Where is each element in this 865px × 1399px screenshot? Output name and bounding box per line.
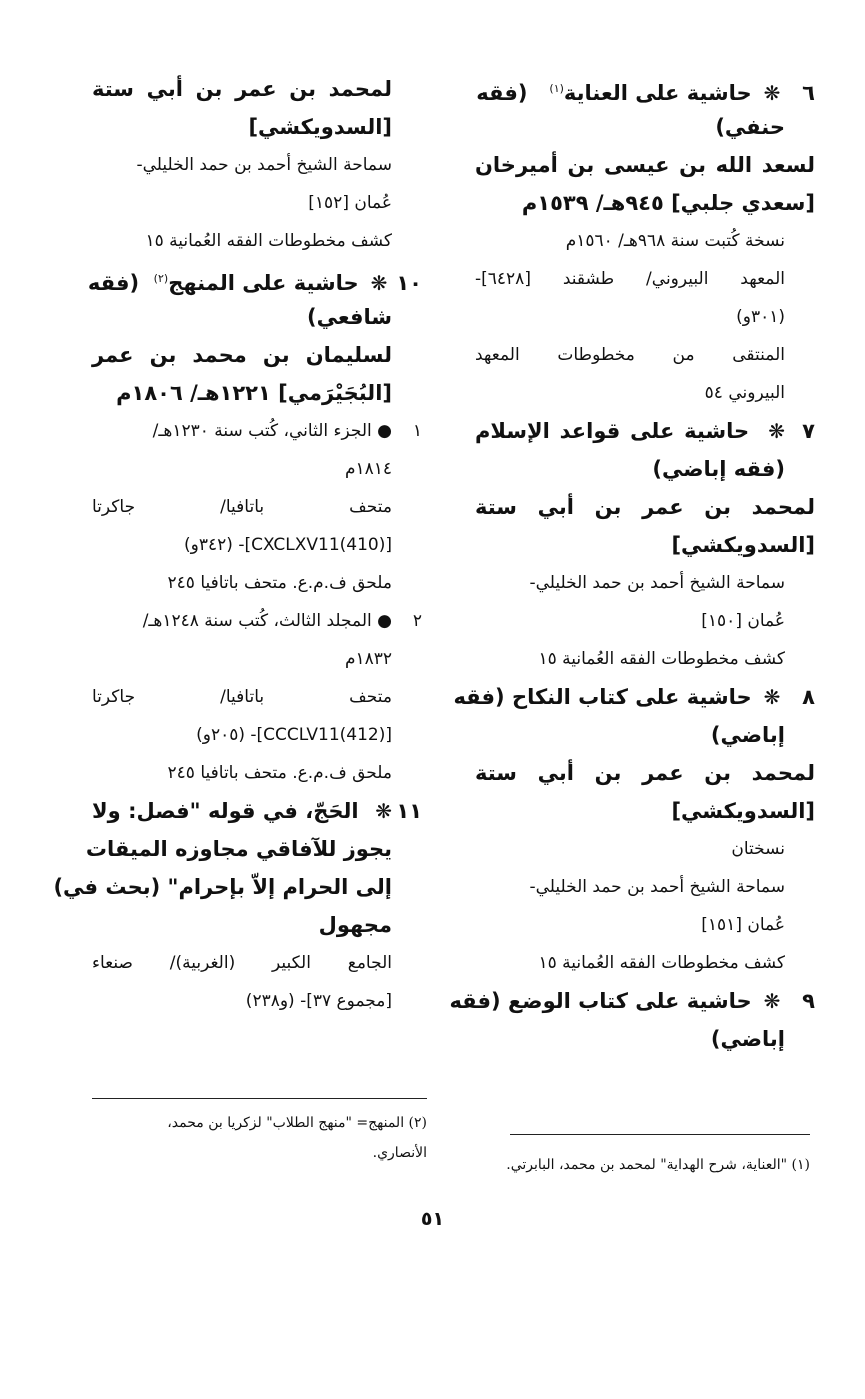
footnote-1 bbox=[470, 1150, 810, 1180]
copy-line: ١● الجزء الثاني، كُتب سنة ١٢٣٠هـ/ bbox=[92, 412, 392, 450]
entry-8-author-line2: [السدويكشي] bbox=[671, 799, 815, 823]
copy-line: متحف باتافيا/ جاكرتا bbox=[92, 497, 392, 517]
copy-line: [(412)CCCLV11]- (٢٠٥و) bbox=[196, 725, 392, 745]
entry-6-info: البيروني ٥٤ bbox=[704, 383, 785, 403]
star-icon: ❋ bbox=[763, 989, 781, 1013]
entry-11-title-line3: إلى الحرام إلاّ بإحرام" (بحث في) bbox=[53, 875, 392, 899]
entry-7-info: عُمان [١٥٠] bbox=[701, 611, 785, 631]
entry-number: ٦ bbox=[802, 81, 815, 105]
entry-10-author-line1: لسليمان بن محمد بن عمر bbox=[92, 343, 392, 367]
star-icon: ❋ bbox=[370, 271, 388, 295]
entry-10 bbox=[87, 260, 422, 792]
footnote-rule-left bbox=[92, 1098, 427, 1099]
entry-8-author-line1: لمحمد بن عمر بن أبي ستة bbox=[475, 761, 815, 785]
entry-11-info: [مجموع ٣٧]- (و٢٣٨) bbox=[245, 991, 392, 1011]
star-icon: ❋ bbox=[763, 685, 781, 709]
entry-8-info: نسختان bbox=[731, 839, 785, 859]
entry-11-title-line2: يجوز للآفاقي مجاوزه الميقات bbox=[85, 837, 392, 861]
copy-1 bbox=[92, 412, 422, 602]
entry-number: ١١ bbox=[396, 799, 423, 823]
entry-8-info: عُمان [١٥١] bbox=[701, 915, 785, 935]
footnote-1-line1: (١) "العناية، شرح الهداية" لمحمد بن محمد، البابرتي. bbox=[506, 1157, 810, 1173]
entry-8-title-line1: ٨❋ حاشية على كتاب النكاح (فقه bbox=[475, 678, 815, 716]
copy-number: ١ bbox=[412, 421, 422, 441]
entry-10-title-line2: شافعي) bbox=[307, 305, 392, 329]
entry-7-author-line2: [السدويكشي] bbox=[671, 533, 815, 557]
entry-9-title-line1: ٩❋ حاشية على كتاب الوضع (فقه bbox=[475, 982, 815, 1020]
entry-6-info: نسخة كُتبت سنة ٩٦٨هـ/ ١٥٦٠م bbox=[565, 231, 785, 251]
entry-11-info: الجامع الكبير (الغربية)/ صنعاء bbox=[92, 953, 392, 973]
footnote-rule-right bbox=[510, 1134, 810, 1135]
copy-line: ملحق ف.م.ع. متحف باتافيا ٢٤٥ bbox=[167, 763, 392, 783]
entry-7-info: سماحة الشيخ أحمد بن حمد الخليلي- bbox=[529, 573, 785, 593]
entry-8 bbox=[453, 678, 815, 982]
copy-line: ملحق ف.م.ع. متحف باتافيا ٢٤٥ bbox=[167, 573, 392, 593]
entry-10-author-line2: [البُجَيْرَمي] ١٢٢١هـ/ ١٨٠٦م bbox=[116, 381, 392, 405]
copy-line: متحف باتافيا/ جاكرتا bbox=[92, 687, 392, 707]
entry-9-title-line2: إباضي) bbox=[710, 1027, 785, 1051]
page-number: ٥١ bbox=[420, 1208, 445, 1230]
entry-7-info: كشف مخطوطات الفقه العُمانية ١٥ bbox=[538, 649, 785, 669]
entry-8-info: كشف مخطوطات الفقه العُمانية ١٥ bbox=[538, 953, 785, 973]
entry-8-title-line2: إباضي) bbox=[710, 723, 785, 747]
entry-6-title-line2: حنفي) bbox=[715, 115, 785, 139]
entry-6-title-line1: ٦❋ حاشية على العناية$^{(١)}$ (فقه bbox=[475, 70, 815, 108]
entry-7-title-line2: (فقه إباضي) bbox=[652, 457, 785, 481]
entry-6-info: المعهد البيروني/ طشقند [٦٤٢٨]- bbox=[475, 269, 785, 289]
footnote-ref: (١) bbox=[549, 82, 564, 95]
star-icon: ❋ bbox=[763, 81, 781, 105]
footnote-2-line2: الأنصاري. bbox=[372, 1145, 427, 1161]
copy-line: ٢● المجلد الثالث، كُتب سنة ١٢٤٨هـ/ bbox=[92, 602, 392, 640]
entry-9-author-line2: [السدويكشي] bbox=[248, 115, 392, 139]
entry-9-info: عُمان [١٥٢] bbox=[308, 193, 392, 213]
star-icon: ❋ bbox=[768, 419, 785, 443]
left-column bbox=[53, 70, 423, 1020]
copy-2 bbox=[92, 602, 422, 792]
entry-6-author-line2: [سعدي جلبي] ٩٤٥هـ/ ١٥٣٩م bbox=[521, 191, 815, 215]
entry-7-title-line1: ٧❋ حاشية على قواعد الإسلام bbox=[475, 412, 815, 450]
entry-number: ٩ bbox=[802, 989, 815, 1013]
entry-7 bbox=[475, 412, 815, 678]
entry-9-info: كشف مخطوطات الفقه العُمانية ١٥ bbox=[145, 231, 392, 251]
entry-11-title-line1: ١١❋ الحَجّ، في قوله "فصل: ولا bbox=[92, 792, 392, 830]
footnote-2 bbox=[92, 1108, 427, 1168]
entry-number: ١٠ bbox=[396, 271, 422, 295]
footnote-ref: (٢) bbox=[153, 272, 169, 285]
entry-6 bbox=[475, 70, 815, 412]
entry-9-continued bbox=[92, 70, 392, 260]
entry-11-title-line4: مجهول bbox=[318, 913, 392, 937]
right-column bbox=[449, 70, 815, 1058]
entry-6-author-line1: لسعد الله بن عيسى بن أميرخان bbox=[475, 153, 815, 177]
entry-9 bbox=[449, 982, 815, 1058]
entry-number: ٧ bbox=[802, 419, 815, 443]
copy-line: [(410)CXCLXV11]- (٣٤٢و) bbox=[184, 535, 392, 555]
entry-9-info: سماحة الشيخ أحمد بن حمد الخليلي- bbox=[136, 155, 392, 175]
footnote-2-line1: (٢) المنهج= "منهج الطلاب" لزكريا بن محمد، bbox=[167, 1115, 427, 1131]
copy-number: ٢ bbox=[412, 611, 422, 631]
entry-11 bbox=[53, 792, 423, 1020]
entry-10-title-line1: ١٠❋ حاشية على المنهج$^{(٢)}$ (فقه bbox=[92, 260, 392, 298]
entry-number: ٨ bbox=[802, 685, 815, 709]
entry-8-info: سماحة الشيخ أحمد بن حمد الخليلي- bbox=[529, 877, 785, 897]
entry-6-info: المنتقى من مخطوطات المعهد bbox=[475, 345, 785, 365]
entry-7-author-line1: لمحمد بن عمر بن أبي ستة bbox=[475, 495, 815, 519]
entry-6-info: (٣٠١و) bbox=[736, 307, 785, 327]
star-icon: ❋ bbox=[375, 799, 393, 823]
copy-line: ١٨٣٢م bbox=[344, 649, 392, 669]
entry-9-author-line1: لمحمد بن عمر بن أبي ستة bbox=[92, 77, 392, 101]
copy-line: ١٨١٤م bbox=[344, 459, 392, 479]
